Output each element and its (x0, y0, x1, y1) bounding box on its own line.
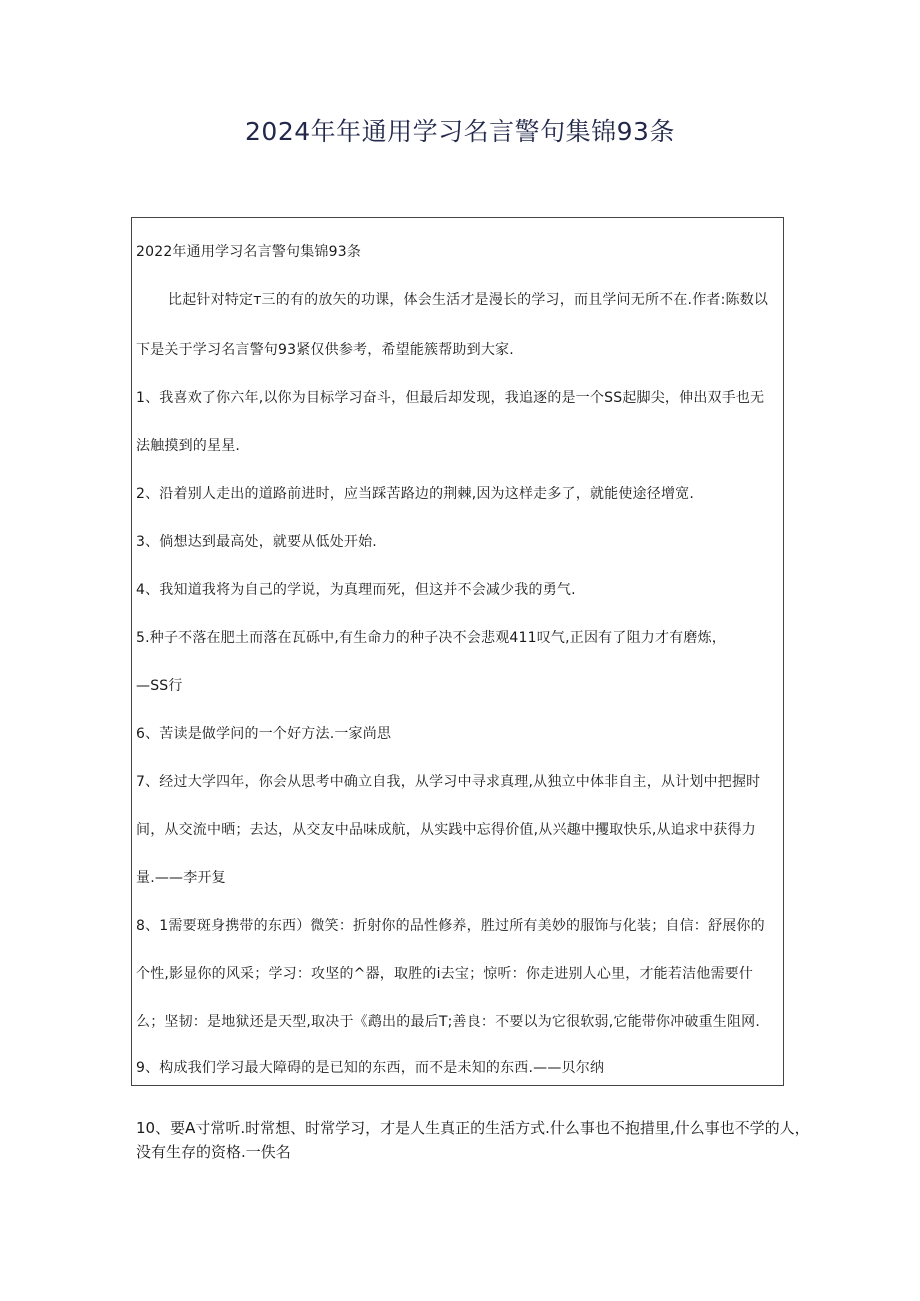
quote-5-line-2: —SS行 (136, 678, 183, 694)
document-title: 2024年年通用学习名言警句集锦93条 (245, 117, 675, 146)
quote-6: 6、苦读是做学问的一个好方法.一家尚思 (136, 726, 392, 742)
quote-10-line-1: 10、要A寸常听.时常想、时常学习，才是人生真正的生活方式.什么事也不抱措里,什么事也不学的人， (136, 1119, 810, 1137)
quote-7-line-3: 量.——李开复 (136, 870, 226, 886)
box-subtitle: 2022年通用学习名言警句集锦93条 (136, 244, 362, 260)
quote-7-line-1: 7、经过大学四年，你会从思考中确立自我，从学习中寻求真理,从独立中体非自主，从计划中把握时 (136, 774, 761, 790)
intro-line-2: 下是关于学习名言警句93紧仅供参考，希望能簇帮助到大家. (136, 342, 514, 358)
quote-9: 9、构成我们学习最大障碍的是已知的东西，而不是未知的东西.——贝尔纳 (136, 1060, 605, 1076)
quote-5-line-1: 5.种子不落在肥土而落在瓦砾中,有生命力的种子决不会悲观411叹气,正因有了阻力才有磨炼， (136, 630, 726, 646)
quote-1-line-1: 1、我喜欢了你六年,以你为目标学习奋斗，但最后却发现，我追逐的是一个SS起脚尖，伸出双手也无 (136, 390, 765, 406)
quote-10-line-2: 没有生存的资格.一佚名 (136, 1143, 291, 1161)
quote-2: 2、沿着别人走出的道路前进时，应当踩苦路边的荆棘,因为这样走多了，就能使途径增宽. (136, 486, 695, 502)
quote-8-line-3: 么；坚韧：是地狱还是天型,取决于《鹉出的最后T;善良：不要以为它很软弱,它能带你冲破重生阻网. (136, 1014, 761, 1030)
quote-4: 4、我知道我将为自己的学说，为真理而死，但这并不会减少我的勇气. (136, 582, 576, 598)
quote-7-line-2: 间，从交流中晒；去达，从交友中品味成航，从实践中忘得价值,从兴趣中攫取快乐,从追求中获得力 (136, 822, 756, 838)
quote-8-line-1: 8、1需要斑身携带的东西）微笑：折射你的品性修养，胜过所有美妙的服饰与化装；自信：舒展你的 (136, 918, 765, 934)
intro-line-1: 比起针对特定т三的有的放矢的功课，体会生活才是漫长的学习，而且学问无所不在.作者:陈数以 (168, 292, 769, 308)
quote-1-line-2: 法触摸到的星星. (136, 438, 241, 454)
quote-3: 3、倘想达到最高处，就要从低处开始. (136, 534, 377, 550)
quote-8-line-2: 个性,影显你的风采；学习：攻坚的^器，取胜的i去宝；惊听：你走进别人心里，才能若洁他需要什 (136, 966, 754, 982)
